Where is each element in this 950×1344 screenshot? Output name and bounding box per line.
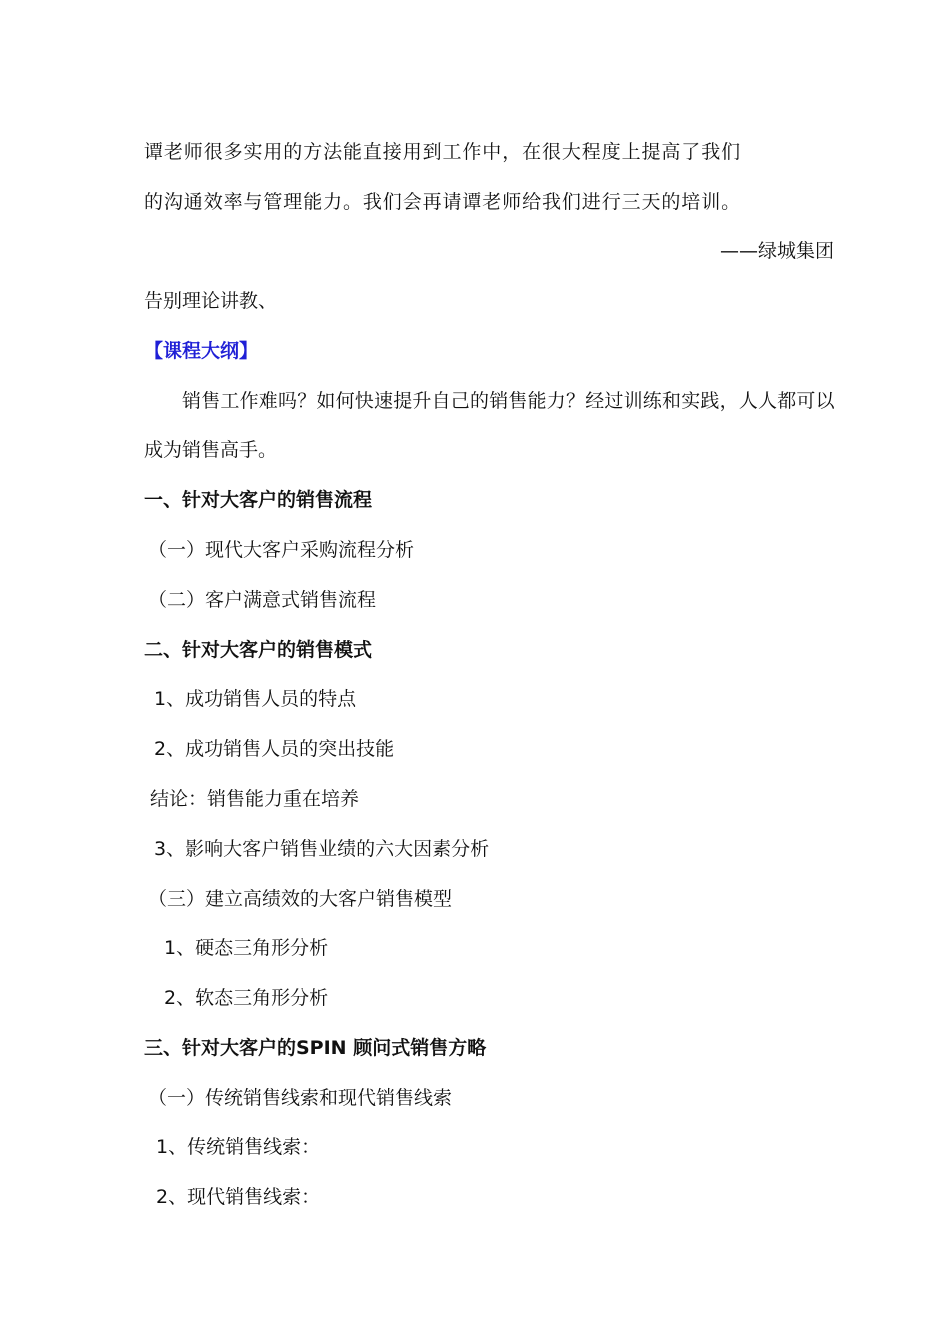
subsection-item: （三）建立高绩效的大客户销售模型	[148, 888, 453, 910]
list-item: 2、现代销售线索：	[156, 1186, 321, 1208]
list-item: 3、影响大客户销售业绩的六大因素分析	[154, 838, 490, 860]
list-item: 2、软态三角形分析	[164, 987, 329, 1009]
outline-intro-line-2: 成为销售高手。	[144, 439, 278, 461]
subsection-item: （二）客户满意式销售流程	[148, 589, 377, 611]
testimonial-line-2: 的沟通效率与管理能力。我们会再请谭老师给我们进行三天的培训。	[144, 191, 742, 213]
section-heading-2: 二、针对大客户的销售模式	[144, 639, 373, 661]
list-item: 1、成功销售人员的特点	[154, 688, 357, 710]
outline-intro-line-1: 销售工作难吗？如何快速提升自己的销售能力？经过训练和实践，人人都可以	[182, 390, 835, 412]
conclusion-item: 结论：销售能力重在培养	[150, 788, 360, 810]
outline-heading: 【课程大纲】	[144, 340, 259, 362]
list-item: 2、成功销售人员的突出技能	[154, 738, 395, 760]
list-item: 1、传统销售线索：	[156, 1136, 321, 1158]
testimonial-line-1: 谭老师很多实用的方法能直接用到工作中，在很大程度上提高了我们	[144, 141, 742, 163]
section-heading-1: 一、针对大客户的销售流程	[144, 489, 373, 511]
list-item: 1、硬态三角形分析	[164, 937, 329, 959]
tagline: 告别理论讲教、	[144, 290, 278, 312]
subsection-item: （一）现代大客户采购流程分析	[148, 539, 415, 561]
section-heading-3: 三、针对大客户的SPIN 顾问式销售方略	[144, 1037, 487, 1059]
testimonial-source: ——绿城集团	[719, 240, 834, 262]
subsection-item: （一）传统销售线索和现代销售线索	[148, 1087, 453, 1109]
